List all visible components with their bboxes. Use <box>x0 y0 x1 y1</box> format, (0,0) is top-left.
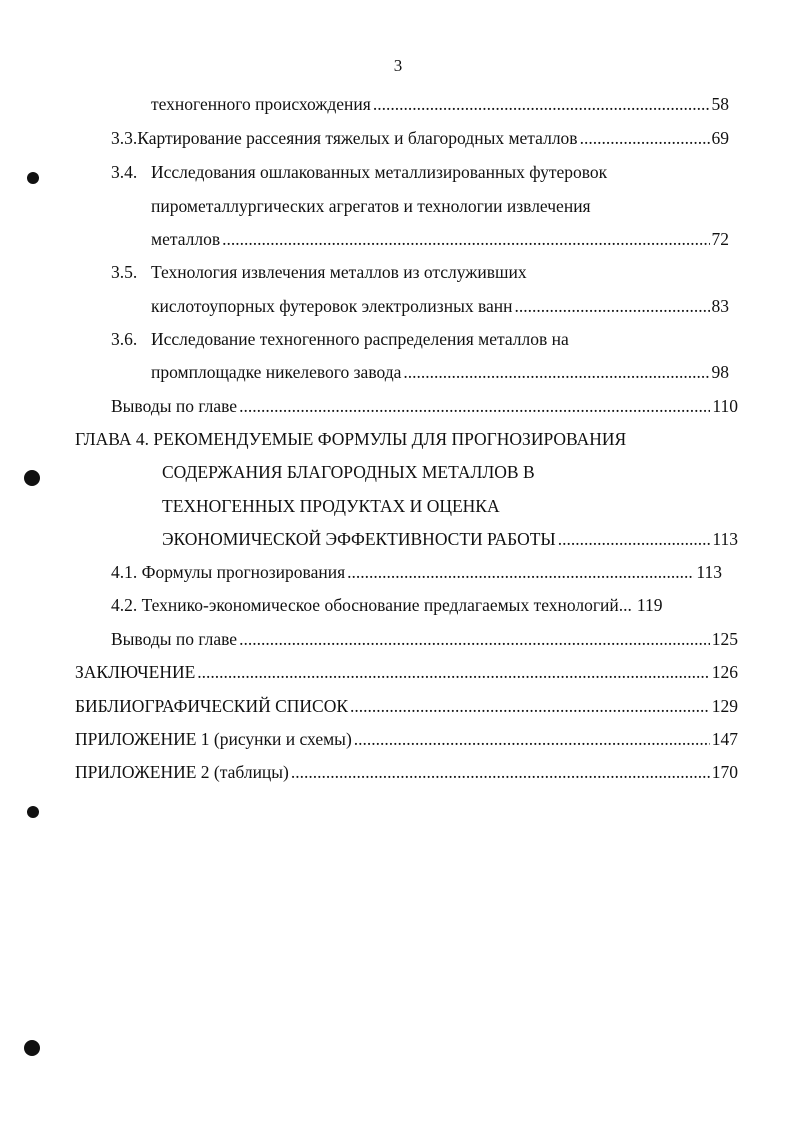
toc-entry-text: Картирование рассеяния тяжелых и благородных металлов <box>137 128 578 148</box>
toc-entry <box>162 460 742 484</box>
toc-entry[interactable] <box>162 527 738 551</box>
toc-entry-number: 3.3. <box>111 128 138 148</box>
toc-entry[interactable] <box>151 227 729 251</box>
binder-hole-mark <box>27 172 39 184</box>
toc-entry-text: кислотоупорных футеровок электролизных ванн <box>151 296 513 316</box>
toc-entry-text: Технология извлечения металлов из отслуживших <box>151 262 527 282</box>
toc-entry <box>151 194 729 218</box>
toc-entry-text: Выводы по главе <box>111 396 238 416</box>
binder-hole-mark <box>24 470 40 486</box>
toc-leader-dots <box>239 627 710 651</box>
toc-entry-text: Исследование техногенного распределения металлов на <box>151 329 569 349</box>
toc-entry-text: Выводы по главе <box>111 629 238 649</box>
toc-entry[interactable] <box>75 760 738 784</box>
toc-entry-text: 4.1. Формулы прогнозирования <box>111 562 346 582</box>
toc-entry-page: 72 <box>711 229 729 249</box>
binder-hole-mark <box>27 806 39 818</box>
toc-entry-page: 126 <box>711 662 738 682</box>
toc-entry-page: 125 <box>711 629 738 649</box>
toc-entry-text: металлов <box>151 229 221 249</box>
toc-entry-number: 3.4. <box>111 162 138 182</box>
toc-entry-page: 69 <box>711 128 729 148</box>
toc-leader-dots <box>514 294 709 318</box>
toc-leader-dots <box>373 92 710 116</box>
toc-entry <box>162 494 742 518</box>
toc-entry-number: 3.5. <box>111 262 138 282</box>
toc-entry-page: 83 <box>711 296 729 316</box>
toc-entry-page: 129 <box>711 696 738 716</box>
toc-entry[interactable] <box>111 627 738 651</box>
toc-leader-dots <box>580 126 710 150</box>
toc-entry[interactable] <box>151 360 729 384</box>
toc-entry-text: ТЕХНОГЕННЫХ ПРОДУКТАХ И ОЦЕНКА <box>162 496 500 516</box>
toc-entry[interactable] <box>151 92 729 116</box>
toc-leader-dots <box>197 660 709 684</box>
toc-entry-text: ГЛАВА 4. РЕКОМЕНДУЕМЫЕ ФОРМУЛЫ ДЛЯ ПРОГНОЗИРОВАНИЯ <box>75 429 627 449</box>
toc-entry-page: 110 <box>712 396 738 416</box>
toc-entry-page: 113 <box>696 562 722 582</box>
toc-leader-dots <box>350 694 710 718</box>
toc-entry[interactable] <box>111 327 729 351</box>
toc-entry-text: промплощадке никелевого завода <box>151 362 402 382</box>
toc-entry[interactable] <box>111 560 722 584</box>
toc-entry[interactable] <box>75 427 735 451</box>
toc-leader-dots <box>291 760 710 784</box>
toc-entry-page: 58 <box>711 94 729 114</box>
toc-entry[interactable] <box>111 260 729 284</box>
toc-entry[interactable] <box>151 294 729 318</box>
toc-entry[interactable] <box>111 160 729 184</box>
toc-entry-text: ПРИЛОЖЕНИЕ 2 (таблицы) <box>75 762 289 782</box>
toc-entry-number: 3.6. <box>111 329 138 349</box>
toc-entry-text: СОДЕРЖАНИЯ БЛАГОРОДНЫХ МЕТАЛЛОВ В <box>162 462 535 482</box>
toc-entry-page: 119 <box>636 595 663 615</box>
toc-entry[interactable] <box>111 126 729 150</box>
toc-entry[interactable] <box>111 593 722 617</box>
binder-hole-mark <box>24 1040 40 1056</box>
toc-leader-dots <box>222 227 709 251</box>
toc-entry-text: ЗАКЛЮЧЕНИЕ <box>75 662 196 682</box>
toc-entry-text: ПРИЛОЖЕНИЕ 1 (рисунки и схемы) <box>75 729 352 749</box>
toc-entry[interactable] <box>111 394 738 418</box>
toc-entry-page: 147 <box>711 729 738 749</box>
toc-entry[interactable] <box>75 660 738 684</box>
toc-entry-page: 170 <box>711 762 738 782</box>
toc-entry-page: 113 <box>712 529 738 549</box>
toc-entry-text: БИБЛИОГРАФИЧЕСКИЙ СПИСОК <box>75 696 349 716</box>
toc-entry-text: техногенного происхождения <box>151 94 371 114</box>
toc-leader-dots <box>403 360 709 384</box>
toc-entry[interactable] <box>75 727 738 751</box>
page-number: 3 <box>393 56 403 75</box>
toc-leader-dots <box>354 727 710 751</box>
toc-entry-text: пирометаллургических агрегатов и технологии извлечения <box>151 196 591 216</box>
toc-entry-text: 4.2. Технико-экономическое обоснование предлагаемых технологий... <box>111 595 632 615</box>
toc-leader-dots <box>347 560 694 584</box>
toc-leader-dots <box>558 527 711 551</box>
toc-entry-text: Исследования ошлакованных металлизированных футеровок <box>151 162 608 182</box>
toc-entry-text: ЭКОНОМИЧЕСКОЙ ЭФФЕКТИВНОСТИ РАБОТЫ <box>162 529 556 549</box>
toc-entry-page: 98 <box>711 362 729 382</box>
toc-leader-dots <box>239 394 710 418</box>
toc-entry[interactable] <box>75 694 738 718</box>
